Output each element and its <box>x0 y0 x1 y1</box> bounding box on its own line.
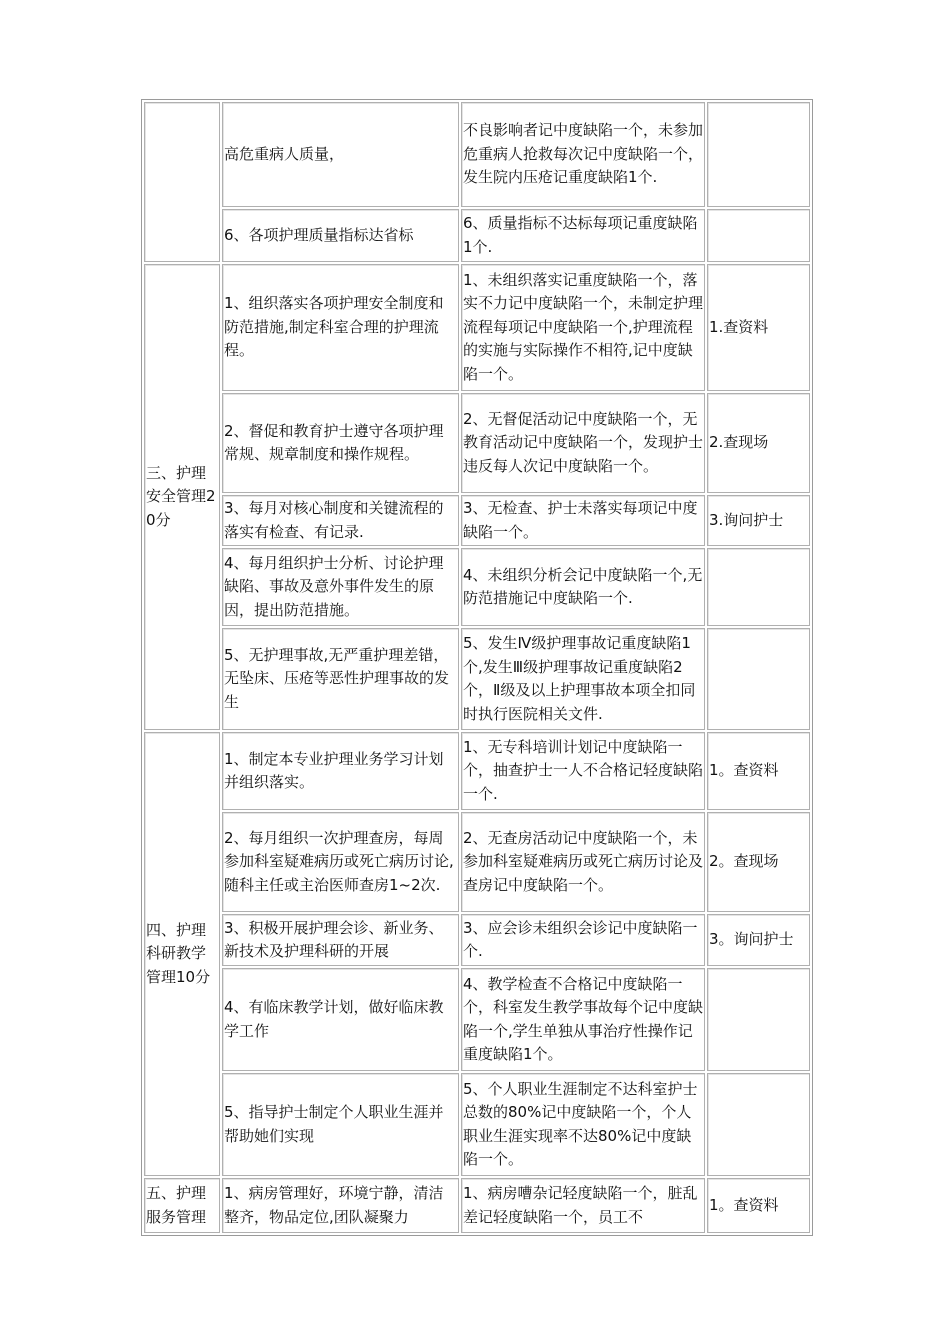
method-cell: 1。查资料 <box>707 732 810 810</box>
deduction-cell: 1、未组织落实记重度缺陷一个，落实不力记中度缺陷一个，未制定护理流程每项记中度缺陷一个,护理流程的实施与实际操作不相符,记中度缺陷一个。 <box>461 264 705 391</box>
standard-cell: 高危重病人质量， <box>222 102 459 207</box>
nursing-evaluation-table <box>141 99 813 1236</box>
standard-cell: 3、每月对核心制度和关键流程的落实有检查、有记录. <box>222 495 459 546</box>
method-cell <box>707 548 810 626</box>
table-row <box>144 393 810 493</box>
standard-cell: 2、督促和教育护士遵守各项护理常规、规章制度和操作规程。 <box>222 393 459 493</box>
method-cell <box>707 209 810 262</box>
method-cell: 1。查资料 <box>707 1178 810 1233</box>
category-cell: 三、护理安全管理20分 <box>144 264 220 730</box>
method-cell <box>707 628 810 730</box>
deduction-cell: 不良影响者记中度缺陷一个，未参加危重病人抢救每次记中度缺陷一个，发生院内压疮记重度缺陷1个. <box>461 102 705 207</box>
method-cell <box>707 968 810 1071</box>
method-cell: 3。询问护士 <box>707 914 810 966</box>
category-cell: 五、护理服务管理 <box>144 1178 220 1233</box>
standard-cell: 1、组织落实各项护理安全制度和防范措施,制定科室合理的护理流程。 <box>222 264 459 391</box>
table-row <box>144 495 810 546</box>
deduction-cell: 1、病房嘈杂记轻度缺陷一个，脏乱差记轻度缺陷一个，员工不 <box>461 1178 705 1233</box>
method-cell: 1.查资料 <box>707 264 810 391</box>
category-cell <box>144 102 220 262</box>
method-cell: 3.询问护士 <box>707 495 810 546</box>
standard-cell: 2、每月组织一次护理查房，每周参加科室疑难病历或死亡病历讨论,随科主任或主治医师查房1~2次. <box>222 812 459 912</box>
table-row <box>144 914 810 966</box>
deduction-cell: 5、发生Ⅳ级护理事故记重度缺陷1个,发生Ⅲ级护理事故记重度缺陷2个，Ⅱ级及以上护理事故本项全扣同时执行医院相关文件. <box>461 628 705 730</box>
deduction-cell: 2、无查房活动记中度缺陷一个，未参加科室疑难病历或死亡病历讨论及查房记中度缺陷一个。 <box>461 812 705 912</box>
table-row <box>144 1073 810 1176</box>
category-cell: 四、护理科研教学管理10分 <box>144 732 220 1176</box>
method-cell: 2.查现场 <box>707 393 810 493</box>
standard-cell: 5、无护理事故,无严重护理差错，无坠床、压疮等恶性护理事故的发生 <box>222 628 459 730</box>
table-row <box>144 102 810 207</box>
deduction-cell: 4、未组织分析会记中度缺陷一个,无防范措施记中度缺陷一个. <box>461 548 705 626</box>
method-cell: 2。查现场 <box>707 812 810 912</box>
table-row <box>144 264 810 391</box>
table-row <box>144 968 810 1071</box>
standard-cell: 4、有临床教学计划，做好临床教学工作 <box>222 968 459 1071</box>
standard-cell: 1、制定本专业护理业务学习计划并组织落实。 <box>222 732 459 810</box>
standard-cell: 1、病房管理好，环境宁静，清洁整齐，物品定位,团队凝聚力 <box>222 1178 459 1233</box>
deduction-cell: 2、无督促活动记中度缺陷一个，无教育活动记中度缺陷一个，发现护士违反每人次记中度缺陷一个。 <box>461 393 705 493</box>
standard-cell: 3、积极开展护理会诊、新业务、新技术及护理科研的开展 <box>222 914 459 966</box>
table-row <box>144 732 810 810</box>
deduction-cell: 4、教学检查不合格记中度缺陷一个，科室发生教学事故每个记中度缺陷一个,学生单独从事治疗性操作记重度缺陷1个。 <box>461 968 705 1071</box>
table-row <box>144 628 810 730</box>
deduction-cell: 5、个人职业生涯制定不达科室护士总数的80%记中度缺陷一个，个人职业生涯实现率不达80%记中度缺陷一个。 <box>461 1073 705 1176</box>
method-cell <box>707 102 810 207</box>
standard-cell: 4、每月组织护士分析、讨论护理缺陷、事故及意外事件发生的原因，提出防范措施。 <box>222 548 459 626</box>
deduction-cell: 3、无检查、护士未落实每项记中度缺陷一个。 <box>461 495 705 546</box>
deduction-cell: 1、无专科培训计划记中度缺陷一个，抽查护士一人不合格记轻度缺陷一个. <box>461 732 705 810</box>
standard-cell: 6、各项护理质量指标达省标 <box>222 209 459 262</box>
method-cell <box>707 1073 810 1176</box>
standard-cell: 5、指导护士制定个人职业生涯并帮助她们实现 <box>222 1073 459 1176</box>
deduction-cell: 3、应会诊未组织会诊记中度缺陷一个. <box>461 914 705 966</box>
document-page <box>141 99 809 1236</box>
table-row <box>144 1178 810 1233</box>
deduction-cell: 6、质量指标不达标每项记重度缺陷1个. <box>461 209 705 262</box>
table-row <box>144 548 810 626</box>
table-row <box>144 812 810 912</box>
table-row <box>144 209 810 262</box>
